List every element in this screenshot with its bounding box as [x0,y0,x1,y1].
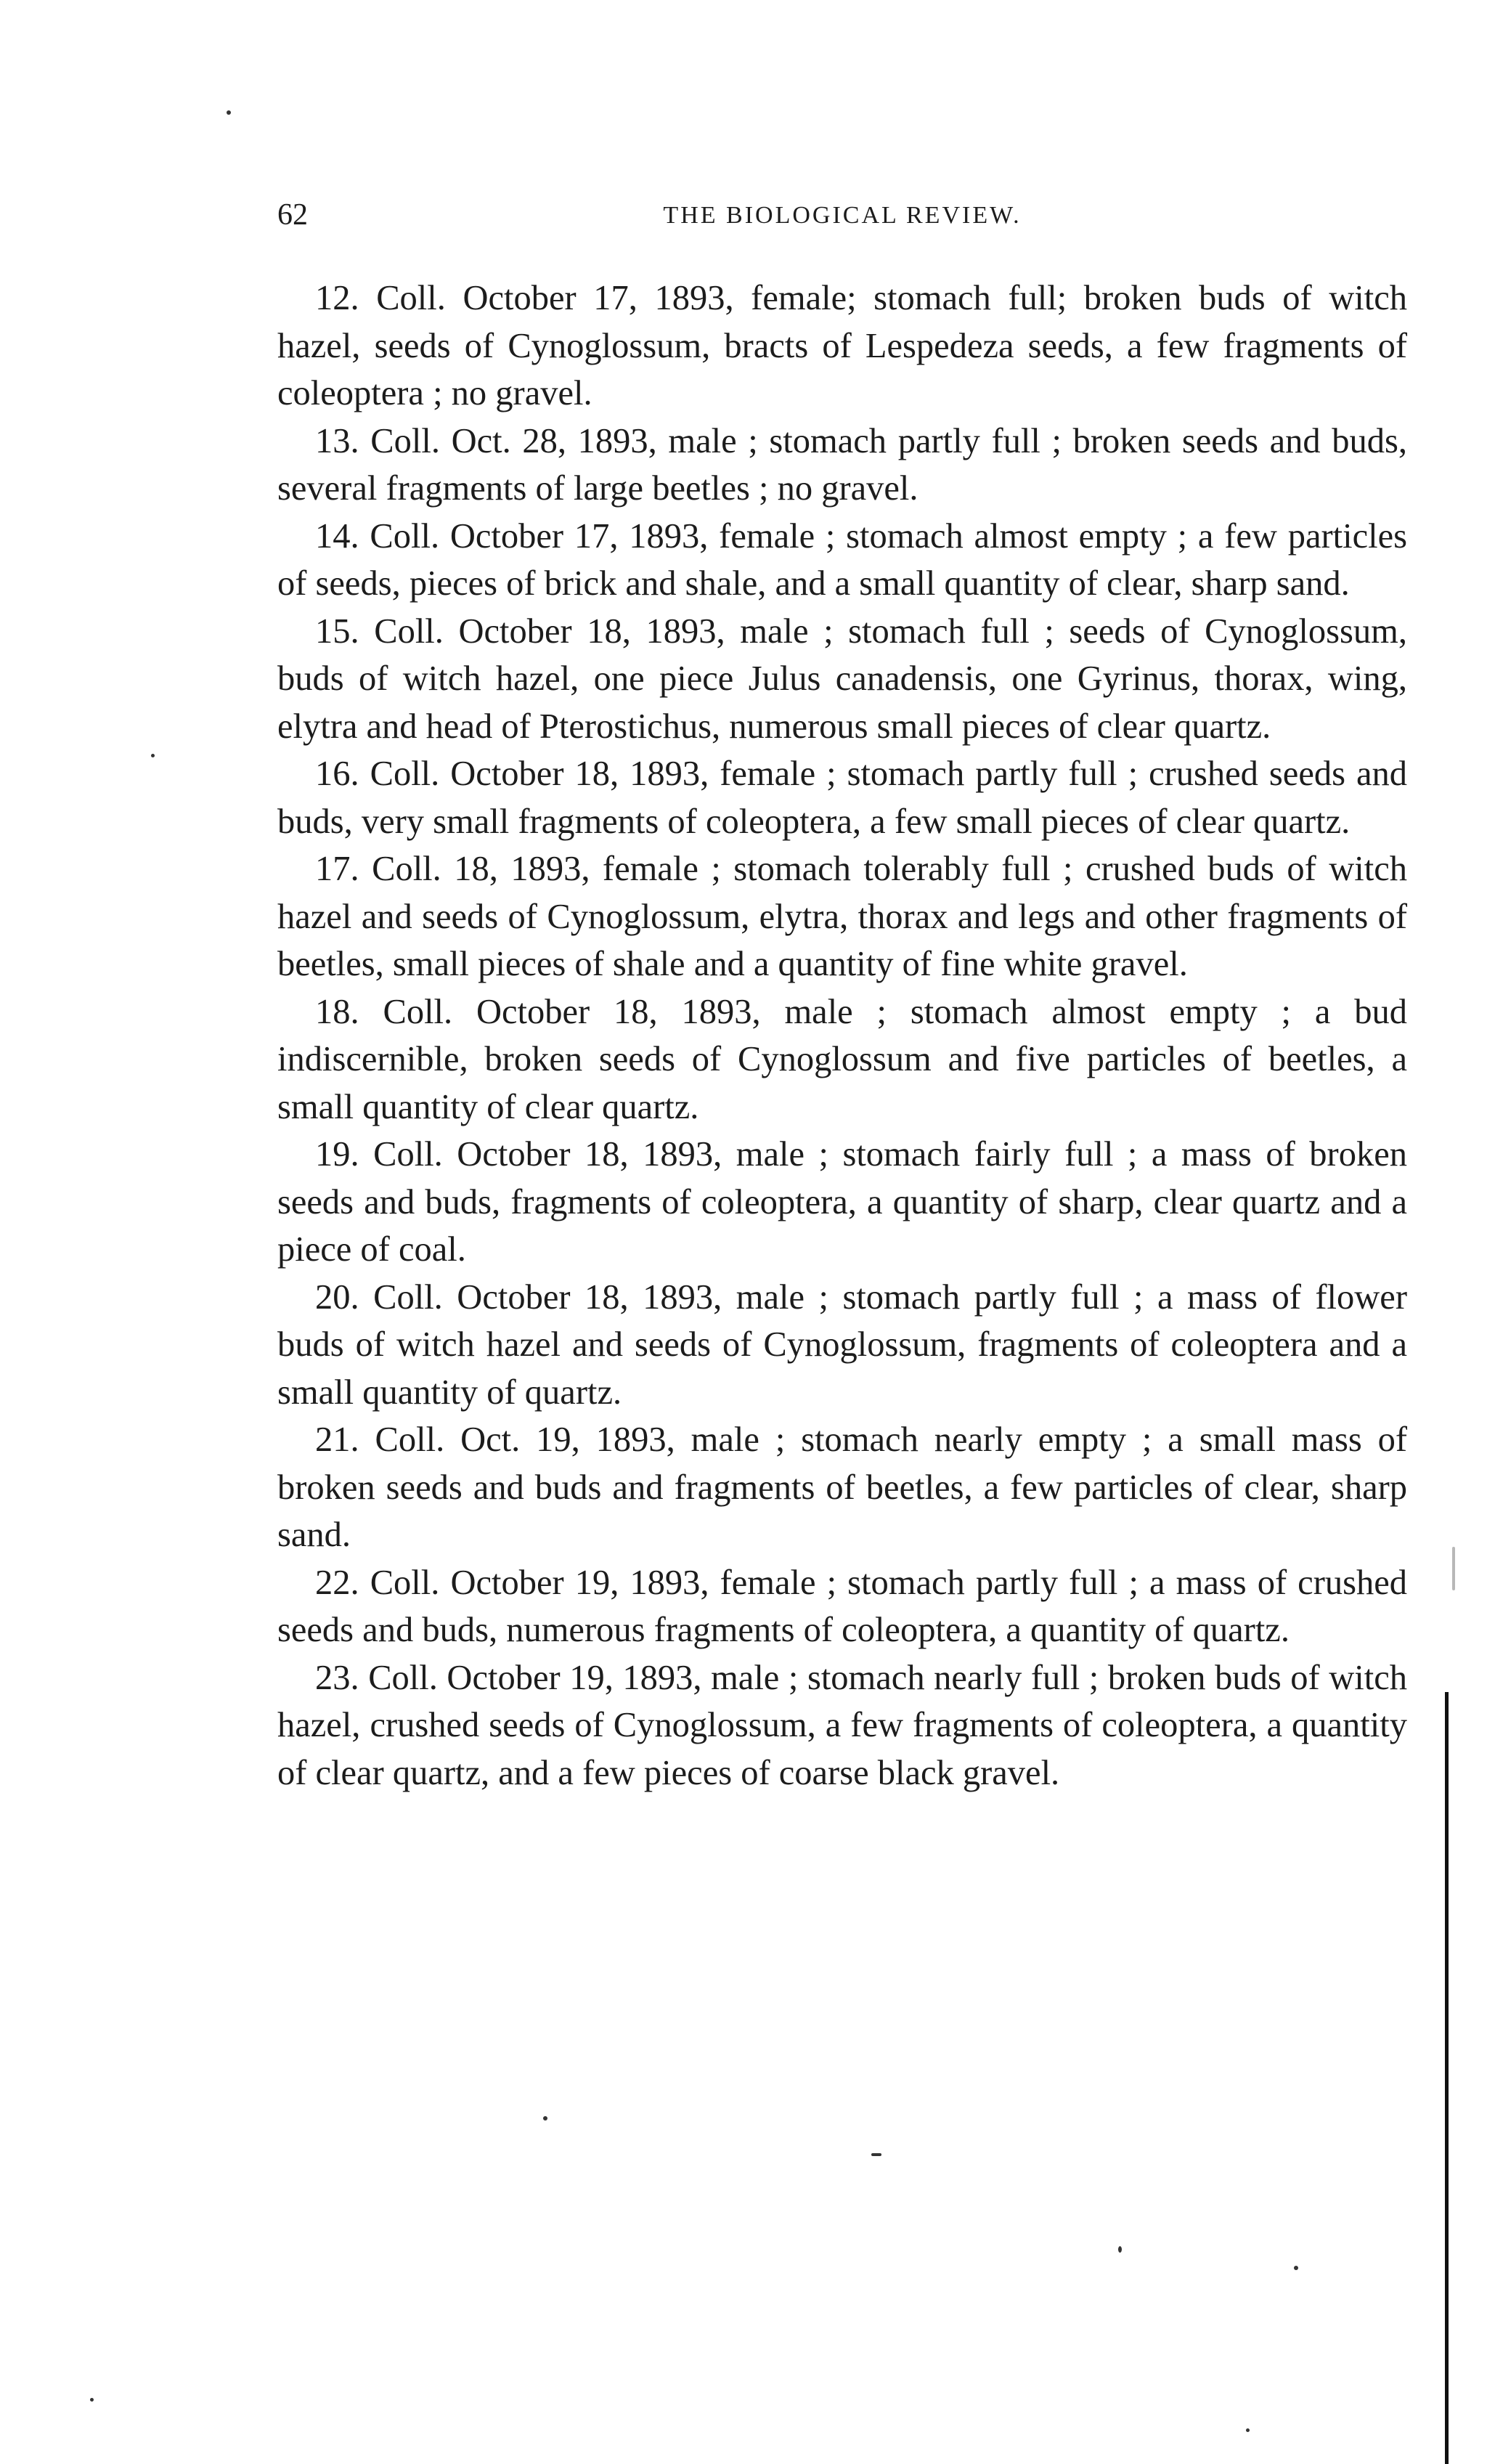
entry-23: 23. Coll. October 19, 1893, male ; stomach nearly full ; broken buds of witch hazel, crushed seeds of Cynoglossum, a few fragments of coleoptera, a quantity of clear quartz, and a few pieces of coarse black gravel. [277,1658,1407,1792]
scan-speck [543,2116,547,2121]
entry-19: 19. Coll. October 18, 1893, male ; stomach fairly full ; a mass of broken seeds and buds, fragments of coleoptera, a quantity of sharp, clear quartz and a piece of coal. [277,1135,1407,1269]
running-title: THE BIOLOGICAL REVIEW. [663,202,1022,229]
scan-speck [1294,2266,1298,2270]
entry-22: 22. Coll. October 19, 1893, female ; stomach partly full ; a mass of crushed seeds and buds, numerous fragments of coleoptera, a quantity of quartz. [277,1563,1407,1649]
page-edge-rule [1445,1692,1449,2464]
page-number: 62 [277,198,308,232]
scan-speck [1118,2246,1122,2253]
scan-speck [90,2398,94,2402]
entry-21: 21. Coll. Oct. 19, 1893, male ; stomach nearly empty ; a small mass of broken seeds and buds and fragments of beetles, a few particles of clear, sharp sand. [277,1420,1407,1554]
scan-speck [1246,2428,1250,2432]
entry-18: 18. Coll. October 18, 1893, male ; stomach almost empty ; a bud indiscernible, broken seeds of Cynoglossum and five particles of beetles, a small quantity of clear quartz. [277,992,1407,1126]
entry-13: 13. Coll. Oct. 28, 1893, male ; stomach partly full ; broken seeds and buds, several fragments of large beetles ; no gravel. [277,421,1407,508]
entry-12: 12. Coll. October 17, 1893, female; stomach full; broken buds of witch hazel, seeds of Cynoglossum, bracts of Lespedeza seeds, a few fragments of coleoptera ; no gravel. [277,279,1407,412]
stomach-contents-list [277,275,1407,1797]
scan-speck [1452,1547,1455,1590]
scan-speck [871,2153,881,2156]
entry-15: 15. Coll. October 18, 1893, male ; stomach full ; seeds of Cynoglossum, buds of witch hazel, one piece Julus canadensis, one Gyrinus, thorax, wing, elytra and head of Pterostichus, numerous small pieces of clear quartz. [277,611,1407,746]
entry-14: 14. Coll. October 17, 1893, female ; stomach almost empty ; a few particles of seeds, pieces of brick and shale, and a small quantity of clear, sharp sand. [277,516,1407,603]
entry-17: 17. Coll. 18, 1893, female ; stomach tolerably full ; crushed buds of witch hazel and seeds of Cynoglossum, elytra, thorax and legs and other fragments of beetles, small pieces of shale and a quantity of fine white gravel. [277,850,1407,983]
scan-speck [227,110,231,115]
entry-20: 20. Coll. October 18, 1893, male ; stomach partly full ; a mass of flower buds of witch hazel and seeds of Cynoglossum, fragments of coleoptera and a small quantity of quartz. [277,1277,1407,1412]
entry-16: 16. Coll. October 18, 1893, female ; stomach partly full ; crushed seeds and buds, very small fragments of coleoptera, a few small pieces of clear quartz. [277,755,1407,841]
page-header [277,198,1407,241]
scan-speck [151,754,155,757]
